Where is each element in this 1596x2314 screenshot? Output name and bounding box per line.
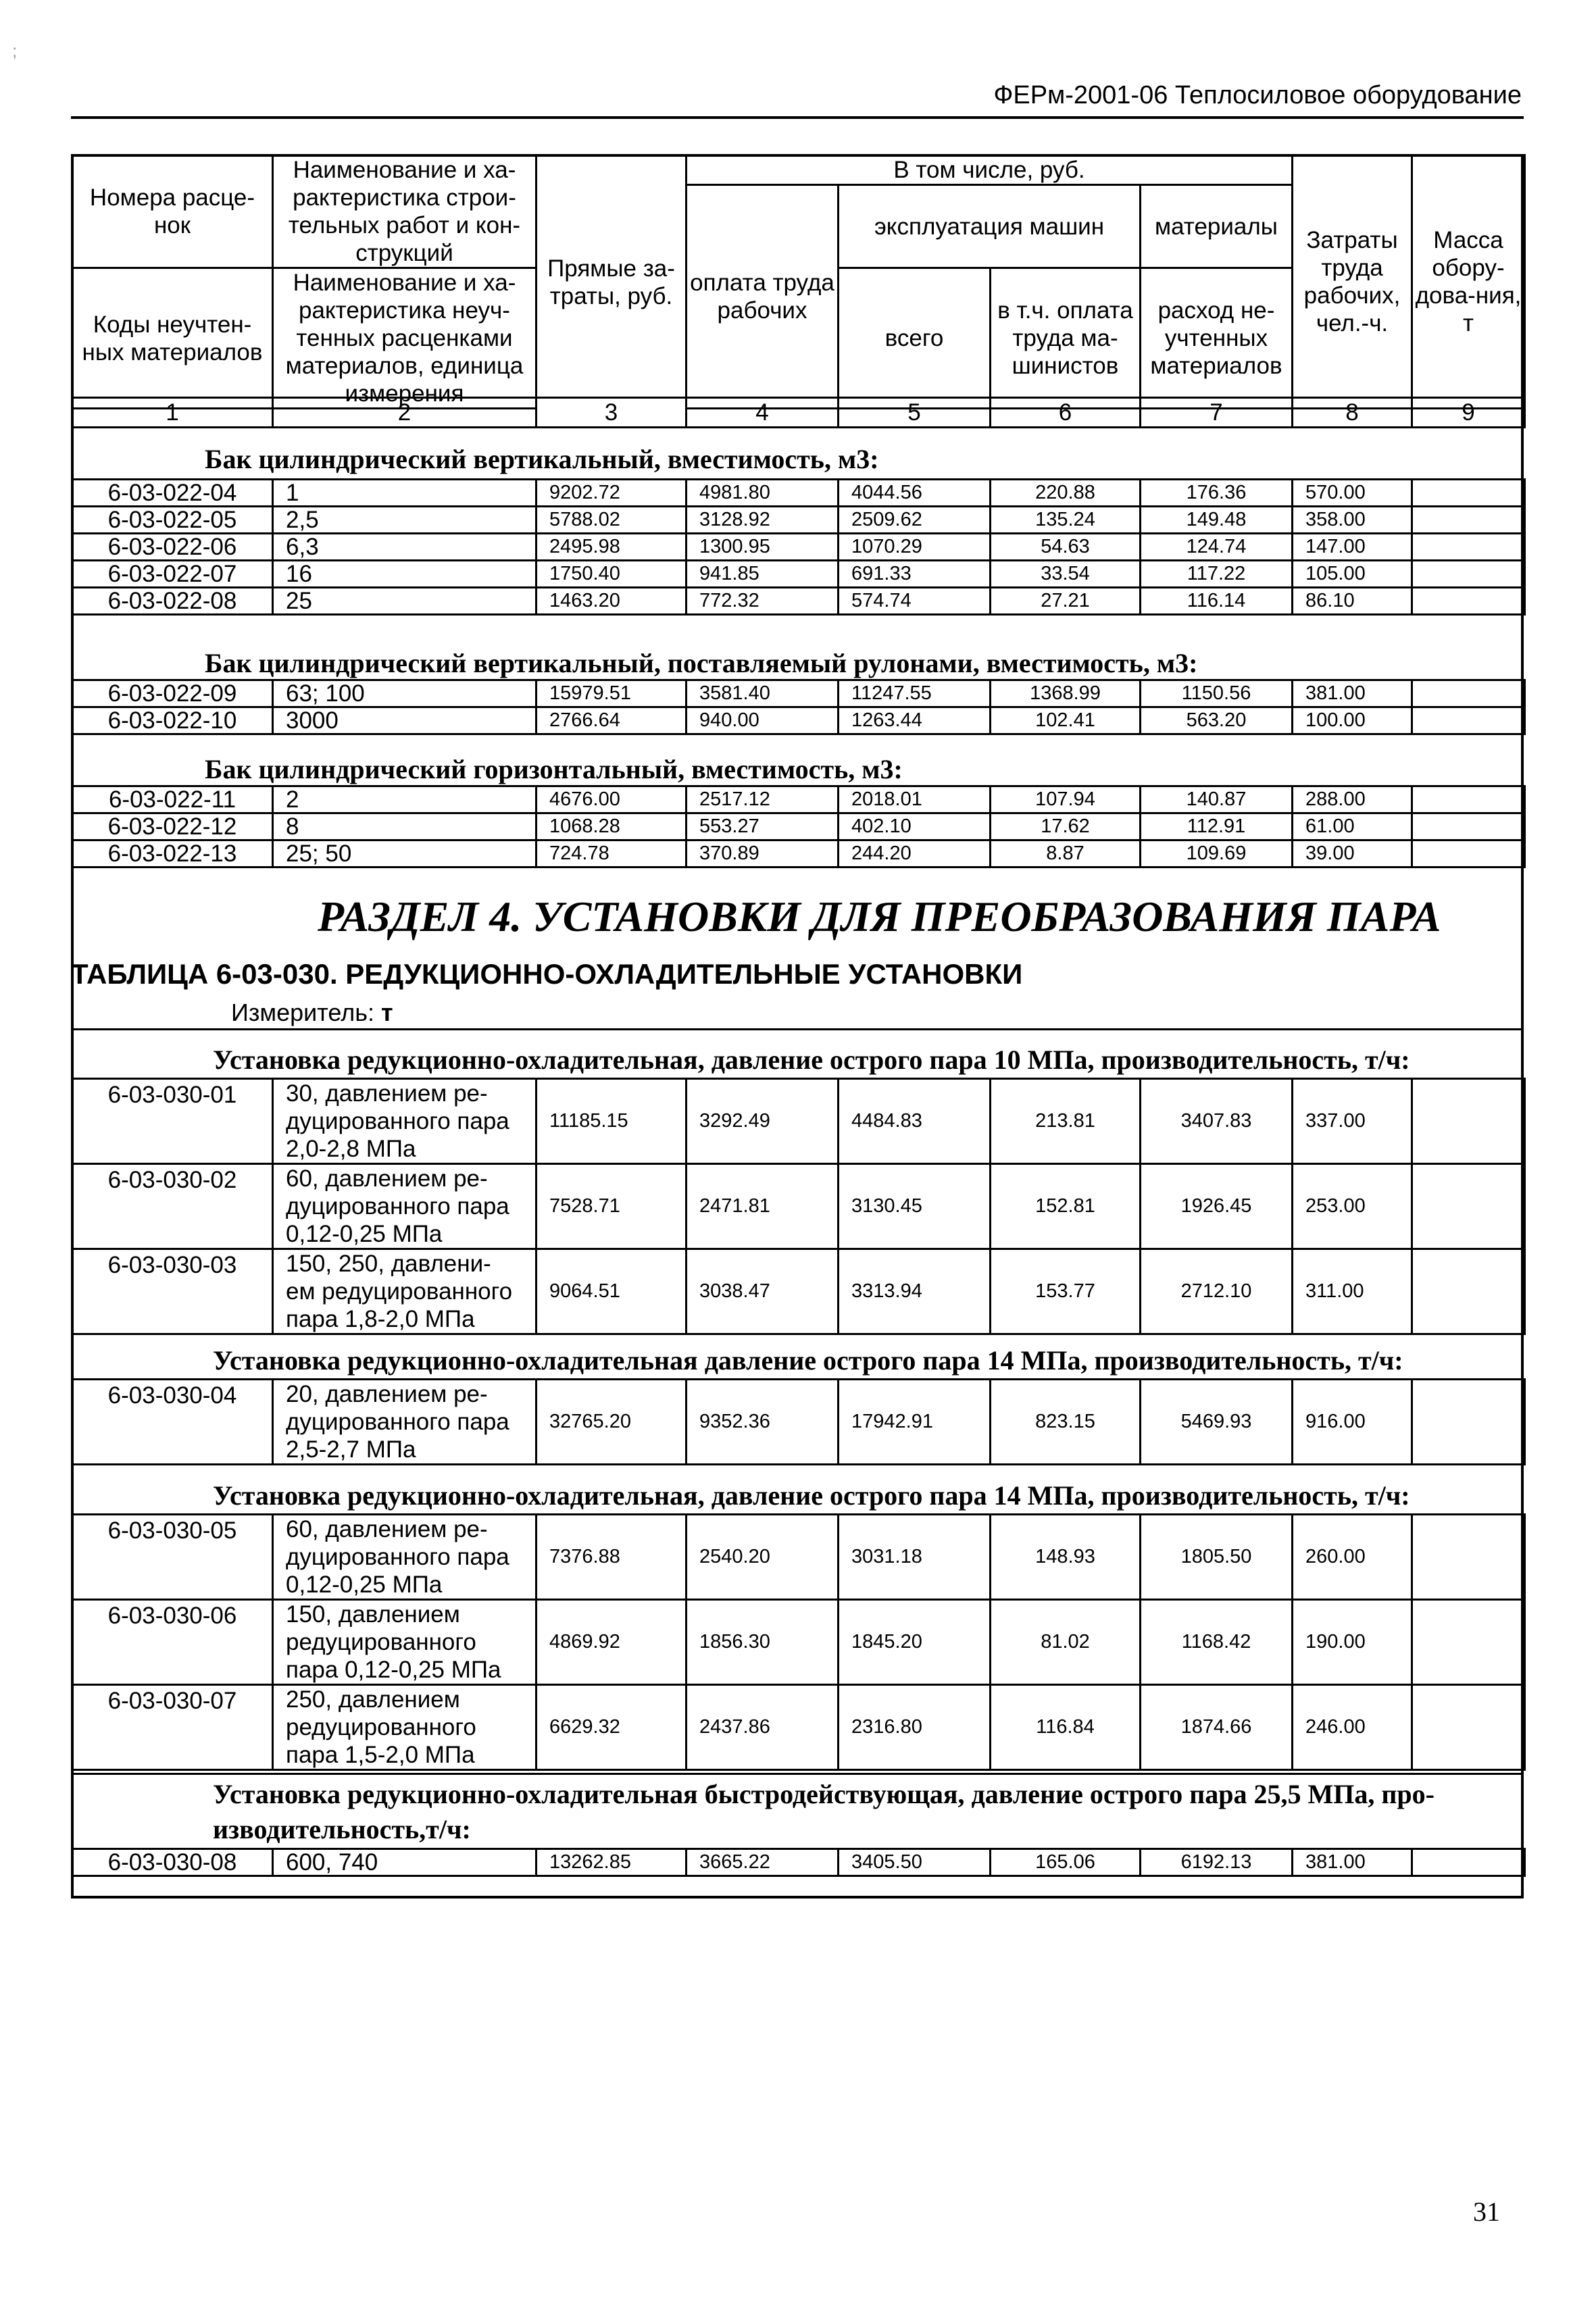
- header-equipment-mass: Масса обору-дова-ния, т: [1412, 155, 1525, 409]
- rate-name: 6,3: [273, 534, 537, 561]
- name-line: пара 1,8-2,0 МПа: [286, 1306, 475, 1332]
- page-number: 31: [1473, 2196, 1500, 2227]
- machine-total: 2509.62: [839, 507, 991, 534]
- rate-code: 6-03-022-05: [72, 507, 273, 534]
- direct-costs: 11185.15: [537, 1079, 687, 1164]
- equipment-mass: [1412, 840, 1525, 867]
- measure-value: т: [380, 999, 393, 1026]
- name-line: 60, давлением ре-: [286, 1516, 488, 1542]
- rate-name: 2,5: [273, 507, 537, 534]
- materials-consumption: 176.36: [1141, 480, 1293, 507]
- direct-costs: 6629.32: [537, 1685, 687, 1770]
- labor-costs: 916.00: [1293, 1380, 1412, 1465]
- machinist-pay: 33.54: [991, 561, 1141, 588]
- materials-consumption: 2712.10: [1141, 1249, 1293, 1334]
- col-number: 1: [72, 398, 273, 428]
- name-line: пара 0,12-0,25 МПа: [286, 1657, 501, 1683]
- name-line: 0,12-0,25 МПа: [286, 1571, 443, 1598]
- direct-costs: 13262.85: [537, 1849, 687, 1876]
- rate-code: 6-03-030-04: [72, 1380, 273, 1465]
- header-rate-numbers: Номера расце-нок: [72, 155, 273, 268]
- group-title: Установка редукционно-охладительная, давление острого пара 10 МПа, производительность, т/ч:: [213, 1045, 1410, 1075]
- rate-code: 6-03-030-07: [72, 1685, 273, 1770]
- worker-pay: 772.32: [687, 588, 839, 615]
- header-labor-costs: Затраты труда рабочих, чел.-ч.: [1293, 155, 1412, 409]
- rate-code: 6-03-030-05: [72, 1515, 273, 1600]
- direct-costs: 9064.51: [537, 1249, 687, 1334]
- machine-total: 1845.20: [839, 1600, 991, 1685]
- divider: [71, 1028, 1524, 1030]
- name-line: редуцированного: [286, 1714, 476, 1740]
- rate-name: [273, 1249, 537, 1334]
- equipment-mass: [1412, 588, 1525, 615]
- worker-pay: 940.00: [687, 707, 839, 734]
- equipment-mass: [1412, 1249, 1525, 1334]
- worker-pay: 1856.30: [687, 1600, 839, 1685]
- materials-consumption: 112.91: [1141, 813, 1293, 840]
- table-row: [72, 480, 1525, 507]
- table-row: [72, 1685, 1525, 1770]
- rate-code: 6-03-030-03: [72, 1249, 273, 1334]
- rate-name: 63; 100: [273, 680, 537, 707]
- rate-code: 6-03-022-13: [72, 840, 273, 867]
- materials-consumption: 5469.93: [1141, 1380, 1293, 1465]
- group-1-table: [71, 478, 1526, 615]
- table-row: [72, 707, 1525, 734]
- group-2-table: [71, 679, 1526, 735]
- machine-total: 4484.83: [839, 1079, 991, 1164]
- name-line: 150, 250, давлени-: [286, 1251, 491, 1277]
- rate-name: 25; 50: [273, 840, 537, 867]
- labor-costs: 105.00: [1293, 561, 1412, 588]
- materials-consumption: 6192.13: [1141, 1849, 1293, 1876]
- header-unaccounted-codes: Коды неучтен-ных материалов: [72, 268, 273, 409]
- table-row: [72, 1380, 1525, 1465]
- direct-costs: 1068.28: [537, 813, 687, 840]
- worker-pay: 370.89: [687, 840, 839, 867]
- name-line: 60, давлением ре-: [286, 1165, 488, 1192]
- machine-total: 4044.56: [839, 480, 991, 507]
- rate-code: 6-03-022-12: [72, 813, 273, 840]
- header-machinist-pay: в т.ч. оплата труда ма-шинистов: [991, 268, 1141, 409]
- materials-consumption: 1874.66: [1141, 1685, 1293, 1770]
- table-row: [72, 1249, 1525, 1334]
- table-row: [72, 588, 1525, 615]
- name-line: 2,5-2,7 МПа: [286, 1436, 416, 1463]
- table-row: [72, 1600, 1525, 1685]
- header-including: В том числе, руб.: [687, 155, 1293, 185]
- materials-consumption: 1926.45: [1141, 1164, 1293, 1249]
- rate-name: [273, 1380, 537, 1465]
- worker-pay: 2517.12: [687, 786, 839, 813]
- table-row: [72, 680, 1525, 707]
- rate-name: [273, 1079, 537, 1164]
- materials-consumption: 117.22: [1141, 561, 1293, 588]
- worker-pay: 3038.47: [687, 1249, 839, 1334]
- rate-name: 2: [273, 786, 537, 813]
- col-number: 2: [273, 398, 537, 428]
- worker-pay: 3581.40: [687, 680, 839, 707]
- equipment-mass: [1412, 813, 1525, 840]
- labor-costs: 381.00: [1293, 680, 1412, 707]
- rate-code: 6-03-030-02: [72, 1164, 273, 1249]
- machine-total: 11247.55: [839, 680, 991, 707]
- materials-consumption: 1150.56: [1141, 680, 1293, 707]
- rate-name: 1: [273, 480, 537, 507]
- name-line: 250, давлением: [286, 1686, 460, 1713]
- equipment-mass: [1412, 707, 1525, 734]
- direct-costs: 15979.51: [537, 680, 687, 707]
- labor-costs: 86.10: [1293, 588, 1412, 615]
- machinist-pay: 153.77: [991, 1249, 1141, 1334]
- divider: [71, 1773, 1524, 1775]
- table-row: [72, 507, 1525, 534]
- equipment-mass: [1412, 534, 1525, 561]
- col-number: 8: [1293, 398, 1412, 428]
- materials-consumption: 124.74: [1141, 534, 1293, 561]
- labor-costs: 570.00: [1293, 480, 1412, 507]
- direct-costs: 1463.20: [537, 588, 687, 615]
- name-line: дуцированного пара: [286, 1544, 509, 1570]
- column-numbers: [71, 397, 1526, 428]
- machinist-pay: 220.88: [991, 480, 1141, 507]
- group-3-table: [71, 785, 1526, 868]
- labor-costs: 358.00: [1293, 507, 1412, 534]
- machinist-pay: 213.81: [991, 1079, 1141, 1164]
- labor-costs: 288.00: [1293, 786, 1412, 813]
- labor-costs: 190.00: [1293, 1600, 1412, 1685]
- col-number: 4: [687, 398, 839, 428]
- rate-code: 6-03-022-07: [72, 561, 273, 588]
- table-row: [72, 813, 1525, 840]
- materials-consumption: 1168.42: [1141, 1600, 1293, 1685]
- name-line: 2,0-2,8 МПа: [286, 1136, 416, 1162]
- name-line: пара 1,5-2,0 МПа: [286, 1742, 475, 1768]
- machine-total: 691.33: [839, 561, 991, 588]
- group-title: Установка редукционно-охладительная быстродействующая, давление острого пара 25,5 МПа, про-изводительность,т/ч:: [213, 1779, 1435, 1844]
- group-title: Установка редукционно-охладительная давление острого пара 14 МПа, производительность, т/ч:: [213, 1345, 1403, 1376]
- header-work-name: Наименование и ха-рактеристика строи-тельных работ и кон-струкций: [273, 155, 537, 268]
- worker-pay: 3665.22: [687, 1849, 839, 1876]
- machinist-pay: 152.81: [991, 1164, 1141, 1249]
- group-title: Установка редукционно-охладительная, давление острого пара 14 МПа, производительность, т/ч:: [213, 1480, 1410, 1511]
- materials-consumption: 140.87: [1141, 786, 1293, 813]
- rate-code: 6-03-022-11: [72, 786, 273, 813]
- equipment-mass: [1412, 561, 1525, 588]
- machinist-pay: 135.24: [991, 507, 1141, 534]
- machinist-pay: 148.93: [991, 1515, 1141, 1600]
- direct-costs: 4869.92: [537, 1600, 687, 1685]
- name-line: ем редуцированного: [286, 1278, 513, 1305]
- rate-name: [273, 1685, 537, 1770]
- machinist-pay: 8.87: [991, 840, 1141, 867]
- worker-pay: 1300.95: [687, 534, 839, 561]
- equipment-mass: [1412, 1685, 1525, 1770]
- name-line: редуцированного: [286, 1629, 476, 1655]
- machine-total: 574.74: [839, 588, 991, 615]
- rate-name: [273, 1164, 537, 1249]
- page-header: ФЕРм-2001-06 Теплосиловое оборудование: [993, 81, 1522, 109]
- machine-total: 1263.44: [839, 707, 991, 734]
- machine-total: 17942.91: [839, 1380, 991, 1465]
- machinist-pay: 823.15: [991, 1380, 1141, 1465]
- measure-unit: [231, 999, 393, 1027]
- equipment-mass: [1412, 507, 1525, 534]
- name-line: дуцированного пара: [286, 1108, 509, 1134]
- machine-total: 244.20: [839, 840, 991, 867]
- table-row: [72, 1164, 1525, 1249]
- labor-costs: 381.00: [1293, 1849, 1412, 1876]
- labor-costs: 311.00: [1293, 1249, 1412, 1334]
- equipment-mass: [1412, 786, 1525, 813]
- machine-total: 3313.94: [839, 1249, 991, 1334]
- rate-name: 600, 740: [273, 1849, 537, 1876]
- materials-consumption: 109.69: [1141, 840, 1293, 867]
- table-row: [72, 561, 1525, 588]
- equipment-mass: [1412, 1380, 1525, 1465]
- machine-total: 3405.50: [839, 1849, 991, 1876]
- name-line: 20, давлением ре-: [286, 1381, 488, 1407]
- materials-consumption: 116.14: [1141, 588, 1293, 615]
- direct-costs: 5788.02: [537, 507, 687, 534]
- machinist-pay: 81.02: [991, 1600, 1141, 1685]
- name-line: 30, давлением ре-: [286, 1080, 488, 1107]
- header-direct-costs: Прямые за-траты, руб.: [537, 155, 687, 409]
- rate-name: 8: [273, 813, 537, 840]
- direct-costs: 724.78: [537, 840, 687, 867]
- labor-costs: 39.00: [1293, 840, 1412, 867]
- direct-costs: 9202.72: [537, 480, 687, 507]
- materials-consumption: 149.48: [1141, 507, 1293, 534]
- equipment-mass: [1412, 1515, 1525, 1600]
- direct-costs: 2766.64: [537, 707, 687, 734]
- labor-costs: 61.00: [1293, 813, 1412, 840]
- labor-costs: 246.00: [1293, 1685, 1412, 1770]
- table-row: [72, 1515, 1525, 1600]
- machinist-pay: 27.21: [991, 588, 1141, 615]
- direct-costs: 1750.40: [537, 561, 687, 588]
- rate-code: 6-03-022-04: [72, 480, 273, 507]
- table-header: [71, 154, 1526, 409]
- machinist-pay: 102.41: [991, 707, 1141, 734]
- header-machine-operation: эксплуатация машин: [839, 185, 1141, 268]
- materials-consumption: 1805.50: [1141, 1515, 1293, 1600]
- equipment-mass: [1412, 1164, 1525, 1249]
- machine-total: 3031.18: [839, 1515, 991, 1600]
- header-materials: материалы: [1141, 185, 1293, 268]
- rate-code: 6-03-030-01: [72, 1079, 273, 1164]
- equipment-mass: [1412, 680, 1525, 707]
- machine-total: 402.10: [839, 813, 991, 840]
- group-title: Бак цилиндрический горизонтальный, вместимость, м3:: [205, 754, 903, 784]
- materials-consumption: 3407.83: [1141, 1079, 1293, 1164]
- col-number: 6: [991, 398, 1141, 428]
- group-title: Бак цилиндрический вертикальный, вместимость, м3:: [205, 444, 879, 474]
- group-title: Бак цилиндрический вертикальный, поставляемый рулонами, вместимость, м3:: [205, 648, 1198, 678]
- table-row: [72, 786, 1525, 813]
- rate-code: 6-03-022-09: [72, 680, 273, 707]
- equipment-mass: [1412, 1079, 1525, 1164]
- machinist-pay: 54.63: [991, 534, 1141, 561]
- header-unaccounted-consumption: расход не-учтенных материалов: [1141, 268, 1293, 409]
- header-worker-pay: оплата труда рабочих: [687, 185, 839, 409]
- rate-code: 6-03-030-06: [72, 1600, 273, 1685]
- worker-pay: 9352.36: [687, 1380, 839, 1465]
- rate-name: 25: [273, 588, 537, 615]
- section-title: РАЗДЕЛ 4. УСТАНОВКИ ДЛЯ ПРЕОБРАЗОВАНИЯ ПАРА: [318, 892, 1441, 940]
- equipment-mass: [1412, 1600, 1525, 1685]
- worker-pay: 3292.49: [687, 1079, 839, 1164]
- rate-name: [273, 1600, 537, 1685]
- table-row: [72, 534, 1525, 561]
- labor-costs: 100.00: [1293, 707, 1412, 734]
- worker-pay: 2471.81: [687, 1164, 839, 1249]
- labor-costs: 260.00: [1293, 1515, 1412, 1600]
- group-5-table: [71, 1378, 1526, 1465]
- rate-code: 6-03-022-10: [72, 707, 273, 734]
- worker-pay: 2437.86: [687, 1685, 839, 1770]
- direct-costs: 32765.20: [537, 1380, 687, 1465]
- name-line: дуцированного пара: [286, 1409, 509, 1435]
- labor-costs: 337.00: [1293, 1079, 1412, 1164]
- machine-total: 2316.80: [839, 1685, 991, 1770]
- materials-consumption: 563.20: [1141, 707, 1293, 734]
- margin-mark: ;: [12, 41, 18, 61]
- direct-costs: 4676.00: [537, 786, 687, 813]
- col-number: 7: [1141, 398, 1293, 428]
- machinist-pay: 17.62: [991, 813, 1141, 840]
- rate-code: 6-03-022-08: [72, 588, 273, 615]
- direct-costs: 7376.88: [537, 1515, 687, 1600]
- equipment-mass: [1412, 480, 1525, 507]
- name-line: 0,12-0,25 МПа: [286, 1221, 443, 1247]
- machinist-pay: 116.84: [991, 1685, 1141, 1770]
- worker-pay: 3128.92: [687, 507, 839, 534]
- worker-pay: 553.27: [687, 813, 839, 840]
- direct-costs: 2495.98: [537, 534, 687, 561]
- table-row: [72, 840, 1525, 867]
- machinist-pay: 165.06: [991, 1849, 1141, 1876]
- group-7-table: [71, 1848, 1526, 1877]
- machine-total: 1070.29: [839, 534, 991, 561]
- col-number: 9: [1412, 398, 1525, 428]
- machine-total: 2018.01: [839, 786, 991, 813]
- worker-pay: 4981.80: [687, 480, 839, 507]
- header-machine-total: всего: [839, 268, 991, 409]
- rate-code: 6-03-030-08: [72, 1849, 273, 1876]
- col-number: 3: [537, 398, 687, 428]
- name-line: дуцированного пара: [286, 1193, 509, 1219]
- rate-name: 16: [273, 561, 537, 588]
- equipment-mass: [1412, 1849, 1525, 1876]
- col-number: 5: [839, 398, 991, 428]
- machinist-pay: 1368.99: [991, 680, 1141, 707]
- machinist-pay: 107.94: [991, 786, 1141, 813]
- rate-code: 6-03-022-06: [72, 534, 273, 561]
- measure-label: Измеритель:: [231, 999, 374, 1026]
- rate-name: [273, 1515, 537, 1600]
- direct-costs: 7528.71: [537, 1164, 687, 1249]
- labor-costs: 253.00: [1293, 1164, 1412, 1249]
- header-unaccounted-names: Наименование и ха-рактеристика неуч-тенных расценками материалов, единица измерения: [273, 268, 537, 409]
- group-4-table: [71, 1078, 1526, 1335]
- table-row: [72, 1079, 1525, 1164]
- table-title: ТАБЛИЦА 6-03-030. РЕДУКЦИОННО-ОХЛАДИТЕЛЬНЫЕ УСТАНОВКИ: [71, 958, 1023, 990]
- rate-name: 3000: [273, 707, 537, 734]
- table-row: [72, 1849, 1525, 1876]
- header-rule: [71, 116, 1524, 119]
- worker-pay: 2540.20: [687, 1515, 839, 1600]
- labor-costs: 147.00: [1293, 534, 1412, 561]
- name-line: 150, давлением: [286, 1601, 460, 1628]
- machine-total: 3130.45: [839, 1164, 991, 1249]
- group-6-table: [71, 1513, 1526, 1771]
- worker-pay: 941.85: [687, 561, 839, 588]
